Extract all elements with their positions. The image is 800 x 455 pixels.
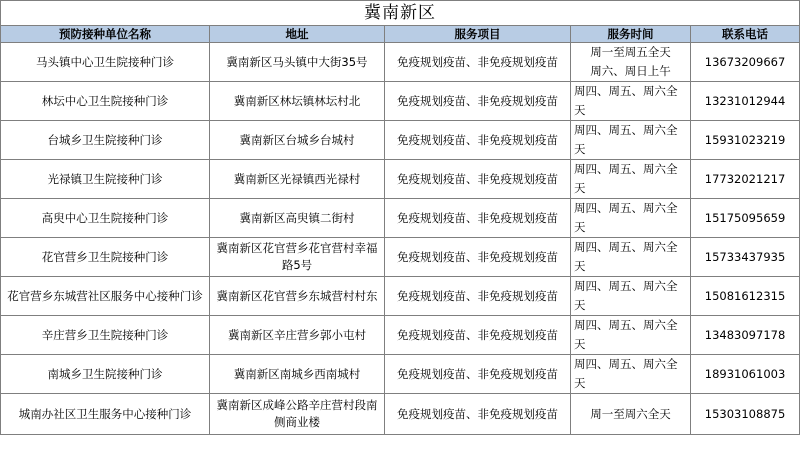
cell-unit-name: 南城乡卫生院接种门诊 (1, 355, 210, 394)
cell-hours: 周四、周五、周六全天 (571, 82, 691, 121)
cell-service: 免疫规划疫苗、非免疫规划疫苗 (385, 199, 571, 238)
cell-service: 免疫规划疫苗、非免疫规划疫苗 (385, 277, 571, 316)
cell-address: 冀南新区马头镇中大街35号 (210, 43, 385, 82)
cell-service: 免疫规划疫苗、非免疫规划疫苗 (385, 238, 571, 277)
cell-service: 免疫规划疫苗、非免疫规划疫苗 (385, 82, 571, 121)
table-row (1, 82, 800, 121)
header-phone: 联系电话 (691, 26, 800, 43)
cell-service: 免疫规划疫苗、非免疫规划疫苗 (385, 355, 571, 394)
table-row (1, 316, 800, 355)
cell-phone: 13483097178 (691, 316, 800, 355)
cell-unit-name: 光禄镇卫生院接种门诊 (1, 160, 210, 199)
cell-hours: 周四、周五、周六全天 (571, 355, 691, 394)
cell-unit-name: 花官营乡东城营社区服务中心接种门诊 (1, 277, 210, 316)
cell-unit-name: 高臾中心卫生院接种门诊 (1, 199, 210, 238)
cell-unit-name: 林坛中心卫生院接种门诊 (1, 82, 210, 121)
cell-hours: 周四、周五、周六全天 (571, 199, 691, 238)
cell-hours: 周一至周六全天 (571, 394, 691, 435)
title-row (1, 1, 800, 26)
cell-phone: 15081612315 (691, 277, 800, 316)
cell-hours: 周四、周五、周六全天 (571, 121, 691, 160)
header-hours: 服务时间 (571, 26, 691, 43)
header-address: 地址 (210, 26, 385, 43)
cell-phone: 15303108875 (691, 394, 800, 435)
cell-phone: 13673209667 (691, 43, 800, 82)
cell-unit-name: 辛庄营乡卫生院接种门诊 (1, 316, 210, 355)
cell-address: 冀南新区光禄镇西光禄村 (210, 160, 385, 199)
table-row (1, 160, 800, 199)
cell-service: 免疫规划疫苗、非免疫规划疫苗 (385, 43, 571, 82)
cell-unit-name: 台城乡卫生院接种门诊 (1, 121, 210, 160)
table-row (1, 238, 800, 277)
cell-service: 免疫规划疫苗、非免疫规划疫苗 (385, 394, 571, 435)
cell-address: 冀南新区台城乡台城村 (210, 121, 385, 160)
cell-address: 冀南新区成峰公路辛庄营村段南侧商业楼 (210, 394, 385, 435)
cell-service: 免疫规划疫苗、非免疫规划疫苗 (385, 160, 571, 199)
cell-address: 冀南新区林坛镇林坛村北 (210, 82, 385, 121)
header-service: 服务项目 (385, 26, 571, 43)
cell-phone: 17732021217 (691, 160, 800, 199)
cell-hours: 周一至周五全天 周六、周日上午 (571, 43, 691, 82)
cell-unit-name: 城南办社区卫生服务中心接种门诊 (1, 394, 210, 435)
cell-address: 冀南新区花官营乡东城营村村东 (210, 277, 385, 316)
cell-address: 冀南新区辛庄营乡郭小屯村 (210, 316, 385, 355)
cell-service: 免疫规划疫苗、非免疫规划疫苗 (385, 121, 571, 160)
cell-address: 冀南新区高臾镇二街村 (210, 199, 385, 238)
table-row (1, 394, 800, 435)
header-row (1, 26, 800, 43)
cell-phone: 15931023219 (691, 121, 800, 160)
table-row (1, 277, 800, 316)
cell-phone: 18931061003 (691, 355, 800, 394)
cell-hours: 周四、周五、周六全天 (571, 277, 691, 316)
table-row (1, 355, 800, 394)
cell-hours: 周四、周五、周六全天 (571, 238, 691, 277)
cell-address: 冀南新区南城乡西南城村 (210, 355, 385, 394)
table-row (1, 43, 800, 82)
cell-phone: 15175095659 (691, 199, 800, 238)
cell-address: 冀南新区花官营乡花官营村幸福路5号 (210, 238, 385, 277)
cell-unit-name: 马头镇中心卫生院接种门诊 (1, 43, 210, 82)
header-unit-name: 预防接种单位名称 (1, 26, 210, 43)
cell-service: 免疫规划疫苗、非免疫规划疫苗 (385, 316, 571, 355)
cell-unit-name: 花官营乡卫生院接种门诊 (1, 238, 210, 277)
cell-phone: 13231012944 (691, 82, 800, 121)
cell-phone: 15733437935 (691, 238, 800, 277)
table-row (1, 121, 800, 160)
sheet-title: 冀南新区 (1, 1, 800, 26)
table-row (1, 199, 800, 238)
cell-hours: 周四、周五、周六全天 (571, 160, 691, 199)
cell-hours: 周四、周五、周六全天 (571, 316, 691, 355)
